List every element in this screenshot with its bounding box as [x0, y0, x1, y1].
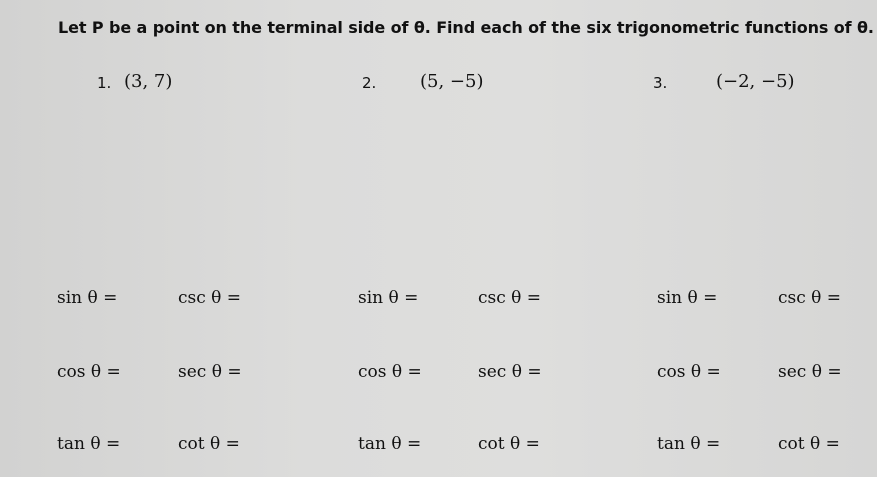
problem-1-sec: sec θ = [178, 362, 242, 382]
problem-2-cot: cot θ = [478, 434, 540, 454]
problem-1-csc: csc θ = [178, 288, 242, 308]
problem-2-point: (5, −5) [420, 71, 484, 92]
problem-1-number: 1. [97, 74, 112, 92]
problem-3-cos: cos θ = [657, 362, 721, 382]
problem-2-number: 2. [362, 74, 377, 92]
problem-3-number: 3. [653, 74, 668, 92]
problem-2-tan: tan θ = [358, 434, 422, 454]
problem-1-cot: cot θ = [178, 434, 240, 454]
problem-2-sec: sec θ = [478, 362, 542, 382]
problem-3-sec: sec θ = [778, 362, 842, 382]
problem-3-sin: sin θ = [657, 288, 718, 308]
problem-3-cot: cot θ = [778, 434, 840, 454]
problem-1-tan: tan θ = [57, 434, 121, 454]
instructions-text: Let P be a point on the terminal side of θ. Find each of the six trigonometric functions of θ. [58, 18, 874, 37]
problem-2-cos: cos θ = [358, 362, 422, 382]
problem-3-tan: tan θ = [657, 434, 721, 454]
problem-1-sin: sin θ = [57, 288, 118, 308]
problem-2-sin: sin θ = [358, 288, 419, 308]
problem-1-point: (3, 7) [124, 71, 173, 92]
problem-3-csc: csc θ = [778, 288, 842, 308]
problem-2-csc: csc θ = [478, 288, 542, 308]
problem-3-point: (−2, −5) [716, 71, 795, 92]
problem-1-cos: cos θ = [57, 362, 121, 382]
